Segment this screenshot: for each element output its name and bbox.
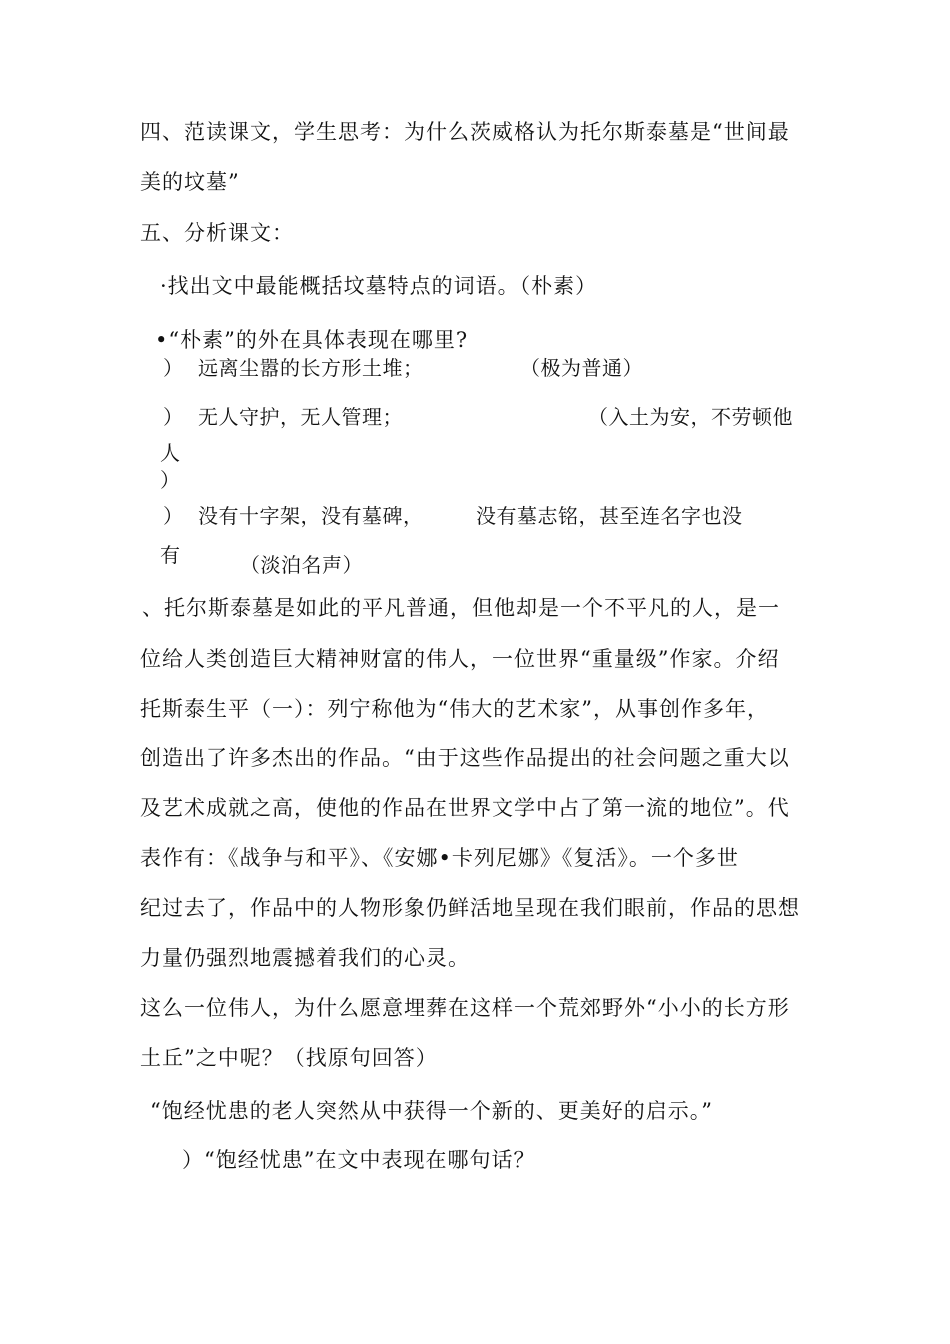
- heading-four-line-2: 美的坟墓”: [140, 170, 240, 194]
- sub-question-line: ）“饱经忧患”在文中表现在哪句话？: [182, 1148, 536, 1172]
- item-3-note: （淡泊名声）: [240, 553, 363, 577]
- para-intro-line-2: 位给人类创造巨大精神财富的伟人，一位世界“重量级”作家。介绍: [140, 647, 780, 671]
- item-2-text: 无人守护，无人管理；: [198, 405, 403, 429]
- quote-line: “饱经忧患的老人突然从中获得一个新的、更美好的启示。”: [150, 1099, 713, 1123]
- para-question-line-2: 土丘”之中呢？（找原句回答）: [140, 1046, 438, 1070]
- heading-five: 五、分析课文：: [140, 221, 294, 245]
- item-1-note: （极为普通）: [520, 356, 643, 380]
- para-intro-line-4: 创造出了许多杰出的作品。“由于这些作品提出的社会问题之重大以: [140, 746, 790, 770]
- para-intro-line-7: 纪过去了，作品中的人物形象仍鲜活地呈现在我们眼前，作品的思想: [140, 896, 800, 920]
- para-intro-line-6: 表作有：《战争与和平》、《安娜•卡列尼娜》《复活》。一个多世: [140, 846, 739, 870]
- item-2-marker: ）: [163, 405, 184, 429]
- item-1-marker: ）: [163, 356, 184, 380]
- para-question-line-1: 这么一位伟人，为什么愿意埋葬在这样一个荒郊野外“小小的长方形: [140, 996, 790, 1020]
- para-intro-line-3: 托斯泰生平（一）：列宁称他为“伟大的艺术家”，从事创作多年，: [140, 697, 769, 721]
- item-3-text-b: 没有墓志铭，甚至连名字也没: [476, 504, 743, 528]
- item-2-note: （入土为安，不劳顿他: [588, 405, 793, 429]
- item-3-marker: ）: [163, 504, 184, 528]
- heading-four-line-1: 四、范读课文，学生思考：为什么茨威格认为托尔斯泰墓是“世间最: [140, 120, 790, 144]
- para-intro-line-5: 及艺术成就之高，使他的作品在世界文学中占了第一流的地位”。代: [140, 796, 790, 820]
- question-manifestation: •“朴素”的外在具体表现在哪里?: [155, 328, 469, 352]
- para-intro-line-8: 力量仍强烈地震撼着我们的心灵。: [140, 946, 470, 970]
- para-intro-line-1: 、托尔斯泰墓是如此的平凡普通，但他却是一个不平凡的人，是一: [142, 596, 780, 620]
- item-2-note-close: ）: [160, 468, 181, 492]
- question-keyword: ·找出文中最能概括坟墓特点的词语。（朴素）: [160, 274, 598, 298]
- item-1-text: 远离尘嚣的长方形土堆；: [198, 356, 424, 380]
- item-3-text-cont: 有: [160, 543, 181, 567]
- item-3-text-a: 没有十字架，没有墓碑，: [198, 504, 424, 528]
- item-2-note-cont: 人: [160, 441, 181, 465]
